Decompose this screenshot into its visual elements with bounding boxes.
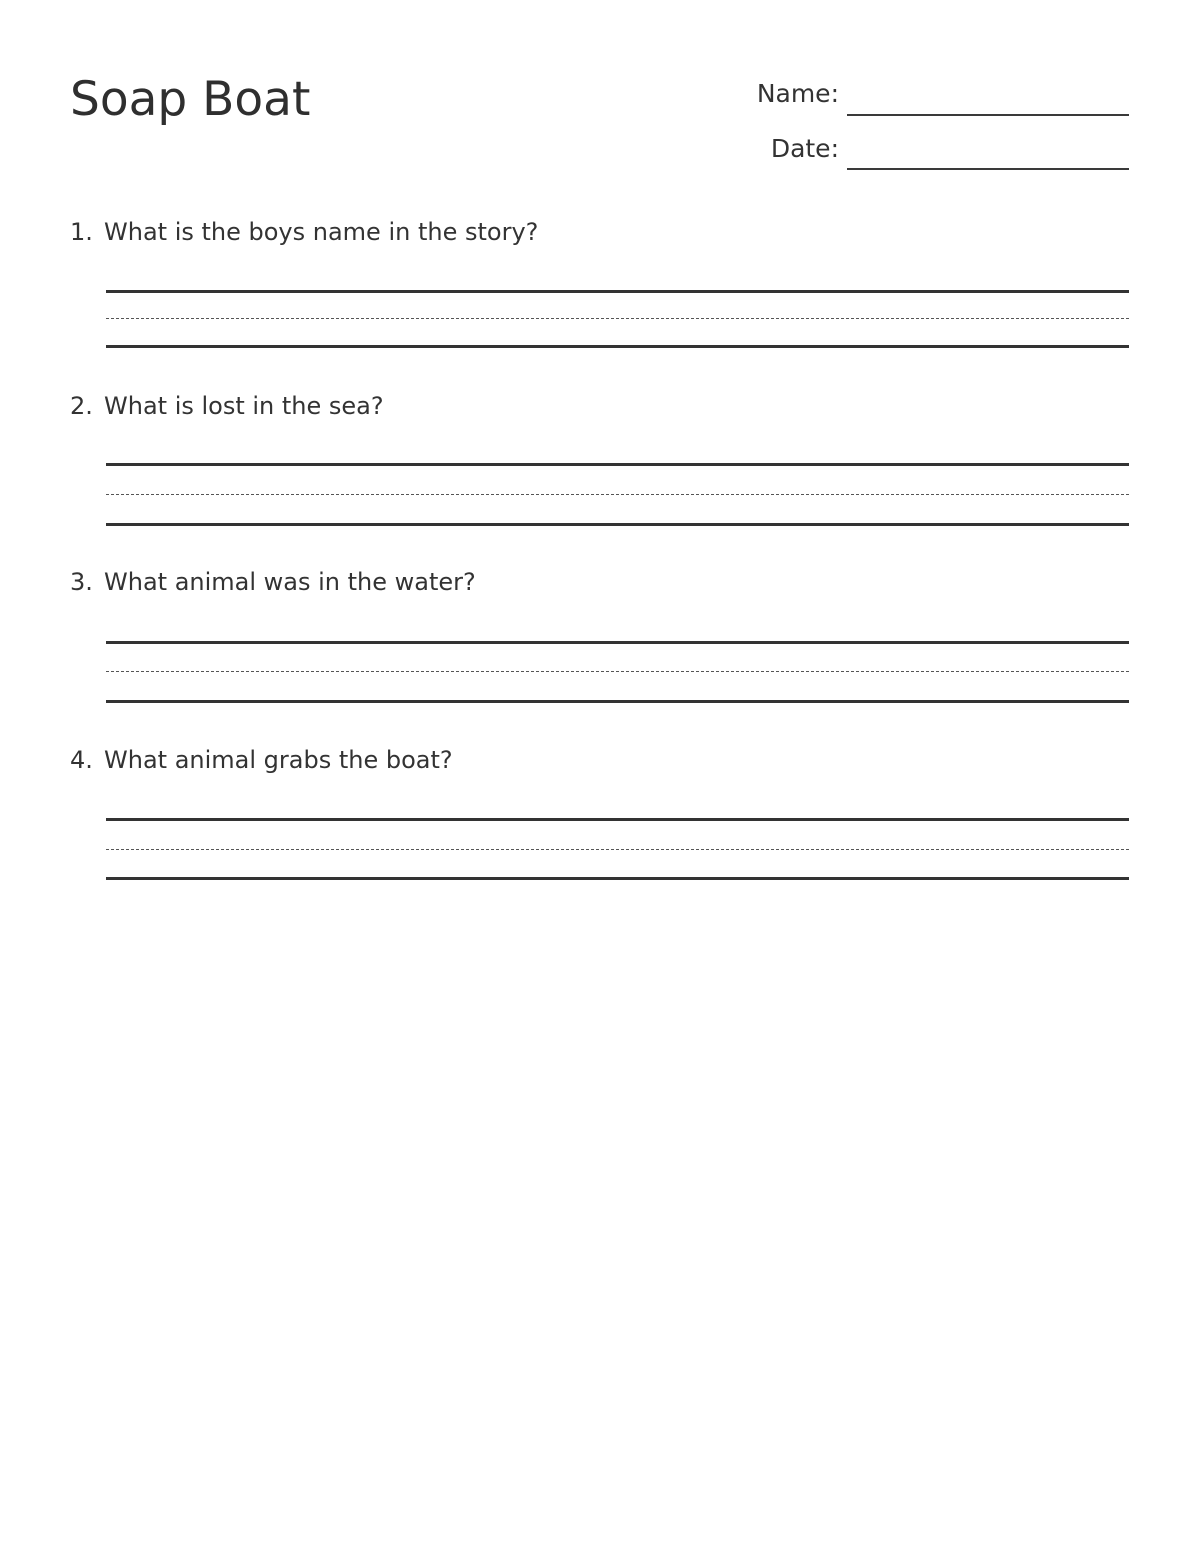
question-number: 1. xyxy=(70,218,93,246)
question-2 xyxy=(70,394,384,418)
date-label: Date: xyxy=(770,134,839,163)
question-text: What is lost in the sea? xyxy=(104,392,384,420)
answer-1-base-line[interactable] xyxy=(106,345,1129,348)
answer-1-midline xyxy=(106,318,1129,319)
question-number: 4. xyxy=(70,746,93,774)
answer-2-base-line[interactable] xyxy=(106,523,1129,526)
worksheet-title: Soap Boat xyxy=(70,72,311,127)
answer-2-top-line[interactable] xyxy=(106,463,1129,466)
question-number: 3. xyxy=(70,568,93,596)
date-field-line[interactable] xyxy=(847,168,1129,170)
question-text: What animal was in the water? xyxy=(104,568,476,596)
question-text: What animal grabs the boat? xyxy=(104,746,453,774)
answer-4-base-line[interactable] xyxy=(106,877,1129,880)
name-field-line[interactable] xyxy=(847,114,1129,116)
answer-2-midline xyxy=(106,494,1129,495)
answer-3-base-line[interactable] xyxy=(106,700,1129,703)
answer-3-top-line[interactable] xyxy=(106,641,1129,644)
question-1 xyxy=(70,220,538,244)
question-number: 2. xyxy=(70,392,93,420)
answer-4-top-line[interactable] xyxy=(106,818,1129,821)
question-text: What is the boys name in the story? xyxy=(104,218,539,246)
answer-4-midline xyxy=(106,849,1129,850)
name-label: Name: xyxy=(756,79,839,108)
question-4 xyxy=(70,748,453,772)
answer-3-midline xyxy=(106,671,1129,672)
answer-1-top-line[interactable] xyxy=(106,290,1129,293)
question-3 xyxy=(70,570,476,594)
